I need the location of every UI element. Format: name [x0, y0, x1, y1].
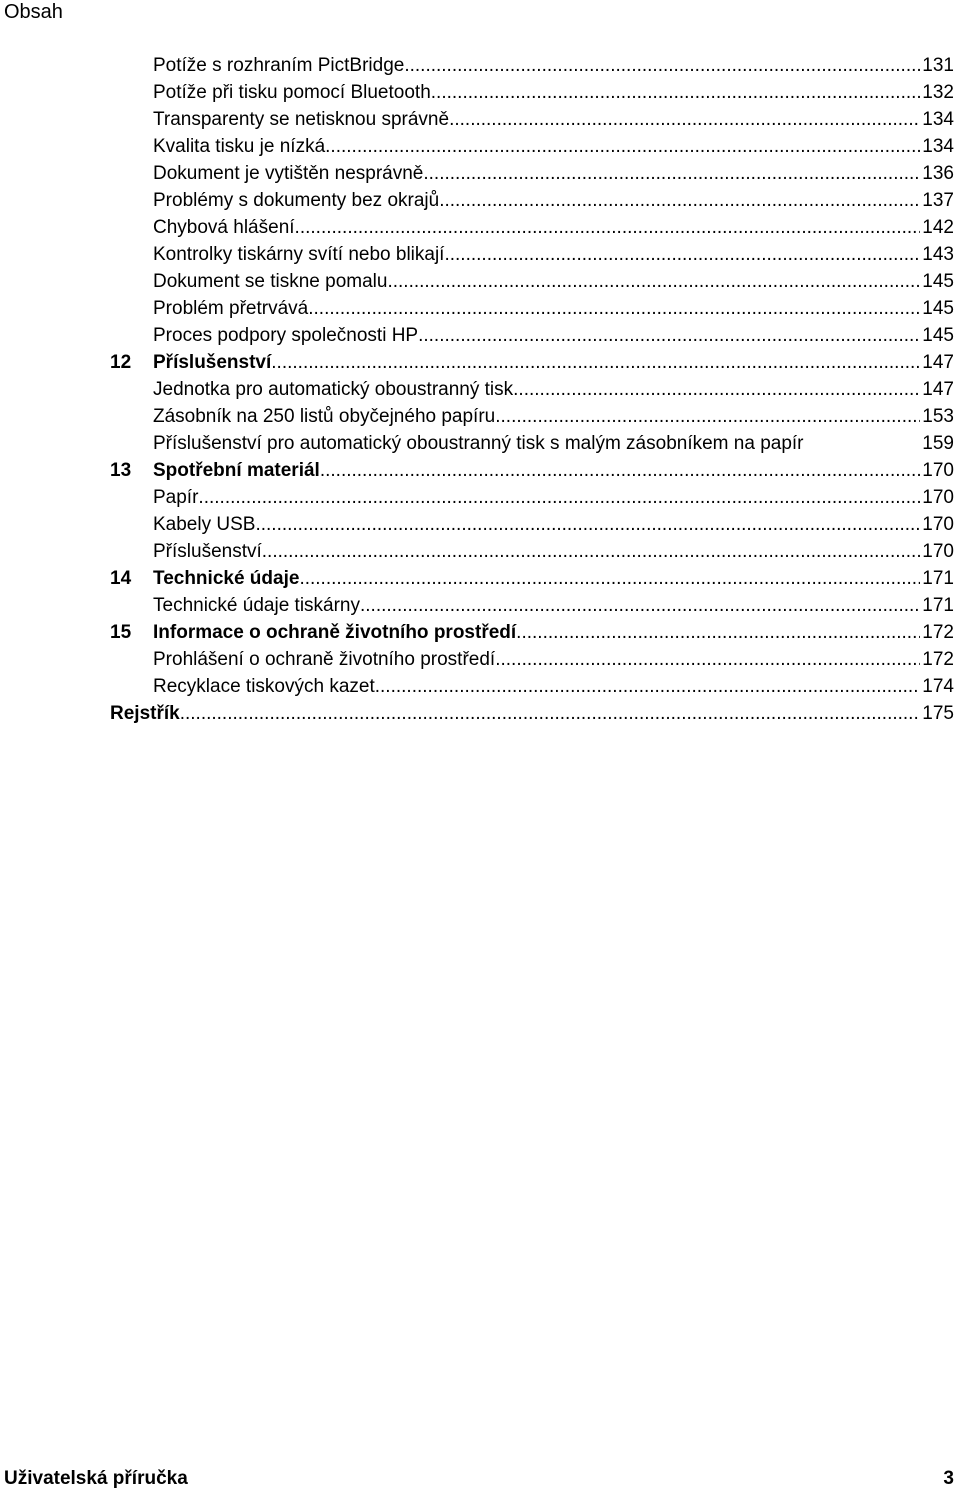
toc-section-row[interactable] [0, 160, 960, 187]
toc-page-number: 153 [922, 406, 954, 427]
toc-entry [153, 646, 954, 673]
toc-entry-title: Příslušenství pro automatický oboustranný tisk s malým zásobníkem na papír [153, 433, 804, 454]
toc-entry [153, 241, 954, 268]
toc-entry-title: Papír [153, 487, 199, 508]
toc-dot-leader [299, 565, 920, 592]
toc-entry-title: Problém přetrvává [153, 298, 309, 319]
toc-entry [153, 214, 954, 241]
toc-page-number: 145 [922, 271, 954, 292]
toc-entry [153, 403, 954, 430]
toc-section-row[interactable] [0, 187, 960, 214]
toc-page-number: 172 [922, 622, 954, 643]
toc-page-number: 143 [922, 244, 954, 265]
toc-dot-leader [387, 268, 920, 295]
toc-chapter-row[interactable] [0, 619, 960, 646]
toc-entry [153, 484, 954, 511]
toc-section-row[interactable] [0, 268, 960, 295]
toc-dot-leader [360, 592, 920, 619]
toc-dot-leader [423, 160, 920, 187]
toc-page-number: 171 [922, 568, 954, 589]
toc-entry-title: Technické údaje tiskárny [153, 595, 360, 616]
toc-chapter-number: 13 [110, 460, 132, 481]
toc-chapter-number: 12 [110, 352, 132, 373]
toc-entry-title: Spotřební materiál [153, 460, 320, 481]
toc-dot-leader [516, 619, 920, 646]
toc-dot-leader [495, 403, 920, 430]
toc-page-number: 147 [922, 352, 954, 373]
toc-entry [153, 538, 954, 565]
toc-entry-title: Prohlášení o ochraně životního prostředí [153, 649, 496, 670]
toc-dot-leader [198, 484, 920, 511]
toc-page-number: 171 [922, 595, 954, 616]
toc-entry-title: Kabely USB [153, 514, 256, 535]
toc-dot-leader [308, 295, 920, 322]
toc-page-number: 145 [922, 325, 954, 346]
toc-page-number: 145 [922, 298, 954, 319]
toc-dot-leader [418, 322, 920, 349]
toc-page-number: 131 [922, 55, 954, 76]
toc-entry-title: Zásobník na 250 listů obyčejného papíru [153, 406, 496, 427]
toc-section-row[interactable] [0, 133, 960, 160]
toc-section-row[interactable] [0, 646, 960, 673]
toc-page-number: 170 [922, 487, 954, 508]
toc-dot-leader [375, 673, 921, 700]
toc-entry [153, 268, 954, 295]
toc-entry [153, 619, 954, 646]
toc-section-row[interactable] [0, 403, 960, 430]
toc-section-row[interactable] [0, 79, 960, 106]
toc-section-row[interactable] [0, 511, 960, 538]
table-of-contents [0, 52, 960, 727]
toc-entry [153, 376, 954, 403]
toc-entry [153, 457, 954, 484]
toc-entry-title: Potíže s rozhraním PictBridge [153, 55, 405, 76]
toc-dot-leader [495, 646, 920, 673]
toc-entry-title: Kontrolky tiskárny svítí nebo blikají [153, 244, 445, 265]
toc-section-row[interactable] [0, 538, 960, 565]
toc-chapter-number: 14 [110, 568, 132, 589]
toc-entry [153, 349, 954, 376]
page-header-title: Obsah [4, 1, 63, 23]
toc-section-row[interactable] [0, 295, 960, 322]
toc-entry-title: Příslušenství [153, 541, 262, 562]
toc-entry-title: Dokument je vytištěn nesprávně [153, 163, 424, 184]
toc-entry [153, 511, 954, 538]
toc-dot-leader [404, 52, 920, 79]
toc-section-row[interactable] [0, 673, 960, 700]
toc-section-row[interactable] [0, 376, 960, 403]
toc-entry-title: Proces podpory společnosti HP [153, 325, 419, 346]
toc-chapter-number: 15 [110, 622, 132, 643]
toc-page-number: 137 [922, 190, 954, 211]
toc-entry [153, 160, 954, 187]
toc-page-number: 172 [922, 649, 954, 670]
toc-dot-leader [449, 106, 920, 133]
toc-entry [153, 592, 954, 619]
toc-dot-leader [320, 457, 920, 484]
toc-entry [153, 322, 954, 349]
toc-dot-leader [262, 538, 921, 565]
toc-entry [153, 565, 954, 592]
toc-page-number: 170 [922, 514, 954, 535]
toc-section-row[interactable] [0, 484, 960, 511]
toc-dot-leader [180, 700, 921, 727]
footer-page-number: 3 [943, 1468, 954, 1489]
toc-entry-title: Technické údaje [153, 568, 300, 589]
toc-page-number: 159 [922, 433, 954, 454]
toc-section-row[interactable] [0, 106, 960, 133]
toc-page-number: 170 [922, 541, 954, 562]
toc-entry-title: Příslušenství [153, 352, 272, 373]
toc-entry-title: Chybová hlášení [153, 217, 295, 238]
toc-page-number: 132 [922, 82, 954, 103]
toc-entry-title: Jednotka pro automatický oboustranný tisk [153, 379, 514, 400]
toc-entry-title: Kvalita tisku je nízká [153, 136, 326, 157]
toc-entry [153, 106, 954, 133]
toc-dot-leader [444, 241, 920, 268]
toc-entry-title: Recyklace tiskových kazet [153, 676, 375, 697]
toc-entry [153, 133, 954, 160]
toc-entry [153, 187, 954, 214]
toc-dot-leader [439, 187, 920, 214]
toc-entry-title: Potíže při tisku pomocí Bluetooth [153, 82, 431, 103]
toc-dot-leader [295, 214, 921, 241]
toc-section-row[interactable] [0, 214, 960, 241]
toc-page-number: 147 [922, 379, 954, 400]
toc-section-row[interactable] [0, 322, 960, 349]
toc-entry-title: Transparenty se netisknou správně [153, 109, 450, 130]
toc-dot-leader [513, 376, 920, 403]
toc-dot-leader [271, 349, 920, 376]
toc-dot-leader [325, 133, 920, 160]
footer-manual-name: Uživatelská příručka [4, 1468, 188, 1489]
toc-page-number: 175 [922, 703, 954, 724]
toc-entry [153, 295, 954, 322]
toc-section-row[interactable] [0, 430, 960, 457]
toc-page-number: 134 [922, 136, 954, 157]
toc-entry-title: Problémy s dokumenty bez okrajů [153, 190, 440, 211]
toc-entry-title: Rejstřík [110, 703, 180, 724]
toc-dot-leader [255, 511, 920, 538]
toc-section-row[interactable] [0, 592, 960, 619]
toc-entry [153, 673, 954, 700]
page-footer [4, 1467, 954, 1491]
toc-chapter-row[interactable] [0, 565, 960, 592]
toc-page-number: 134 [922, 109, 954, 130]
toc-entry-title: Informace o ochraně životního prostředí [153, 622, 517, 643]
toc-dot-leader [431, 79, 921, 106]
toc-index-row[interactable] [0, 700, 960, 727]
toc-page-number: 174 [922, 676, 954, 697]
toc-entry [110, 700, 954, 727]
toc-entry-title: Dokument se tiskne pomalu [153, 271, 388, 292]
toc-entry [153, 430, 954, 457]
toc-page-number: 142 [922, 217, 954, 238]
toc-page-number: 170 [922, 460, 954, 481]
toc-chapter-row[interactable] [0, 457, 960, 484]
toc-chapter-row[interactable] [0, 349, 960, 376]
toc-entry [153, 52, 954, 79]
toc-section-row[interactable] [0, 241, 960, 268]
toc-page-number: 136 [922, 163, 954, 184]
toc-entry [153, 79, 954, 106]
toc-section-row[interactable] [0, 52, 960, 79]
